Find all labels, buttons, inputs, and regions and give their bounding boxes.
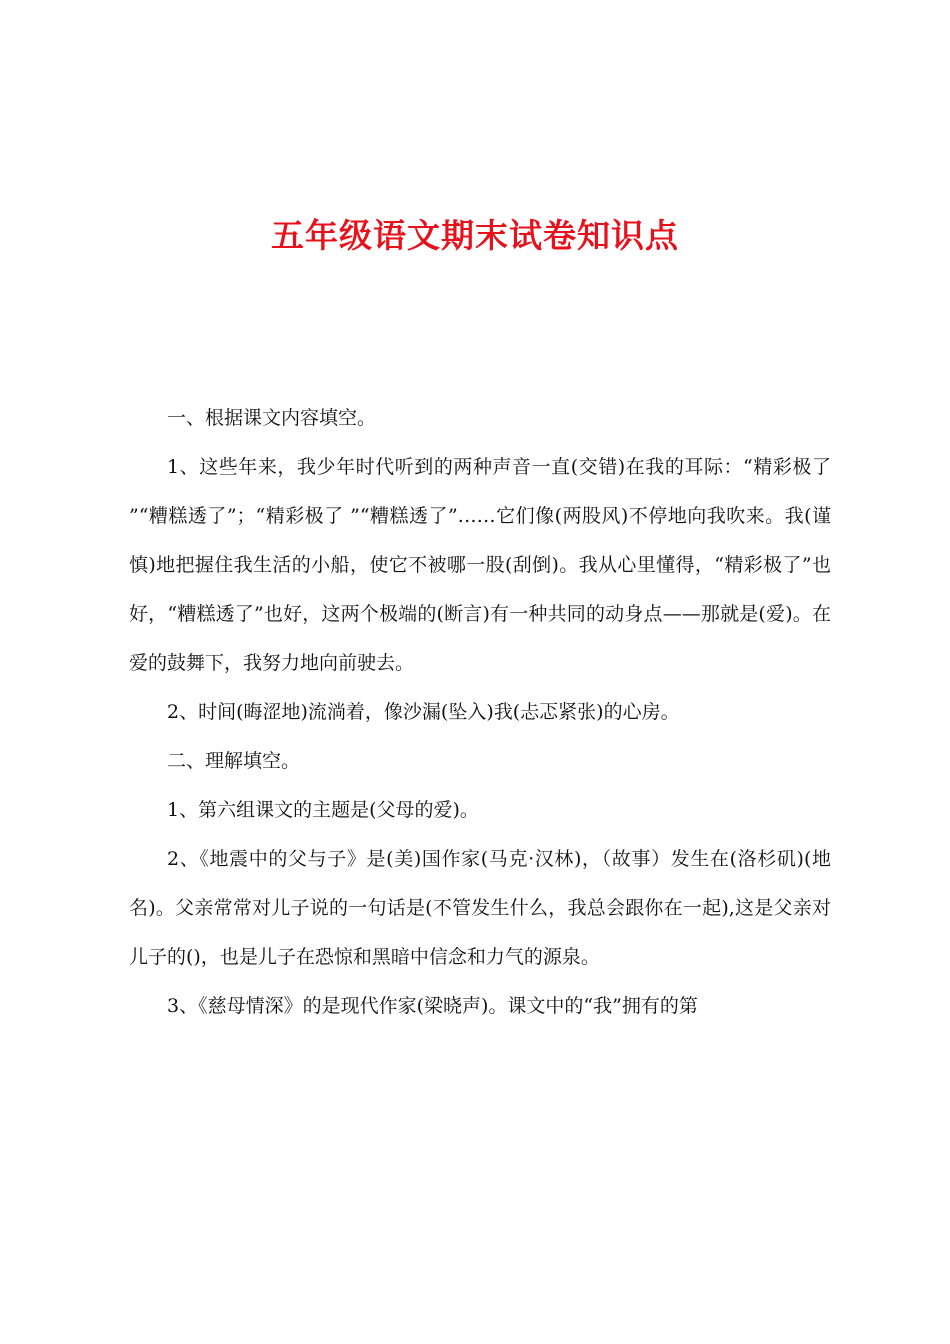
paragraph-item-1: 1、这些年来，我少年时代听到的两种声音一直(交错)在我的耳际：“精彩极了 ”“糟糕透了”；“精彩极了 ”“糟糕透了”……它们像(两股风)不停地向我吹来。我(谨慎)地把握住我生活的小船，使它不被哪一股(刮倒)。我从心里懂得，“精彩极了”也好，“糟糕透了”也好，这两个极端的(断言)有一种共同的动身点——那就是(爱)。在爱的鼓舞下，我努力地向前驶去。	[129, 456, 831, 674]
document-title: 五年级语文期末试卷知识点	[271, 216, 679, 255]
paragraph-item-2-3: 3、《慈母情深》的是现代作家(梁晓声)。课文中的“我”拥有的第	[167, 995, 698, 1017]
paragraph-item-2-2: 2、《地震中的父与子》是(美)国作家(马克·汉林)，（故事）发生在(洛杉矶)(地名)。父亲常常对儿子说的一句话是(不管发生什么，我总会跟你在一起),这是父亲对儿子的()，也是儿子在恐惊和黑暗中信念和力气的源泉。	[129, 848, 831, 968]
document-body	[129, 394, 831, 1031]
paragraph-section-two-heading: 二、理解填空。	[167, 750, 301, 772]
paragraph-item-2-1: 1、第六组课文的主题是(父母的爱)。	[167, 799, 479, 821]
paragraph-item-2: 2、时间(晦涩地)流淌着，像沙漏(坠入)我(忐忑紧张)的心房。	[167, 701, 680, 723]
paragraph-section-one-heading: 一、根据课文内容填空。	[167, 407, 377, 429]
